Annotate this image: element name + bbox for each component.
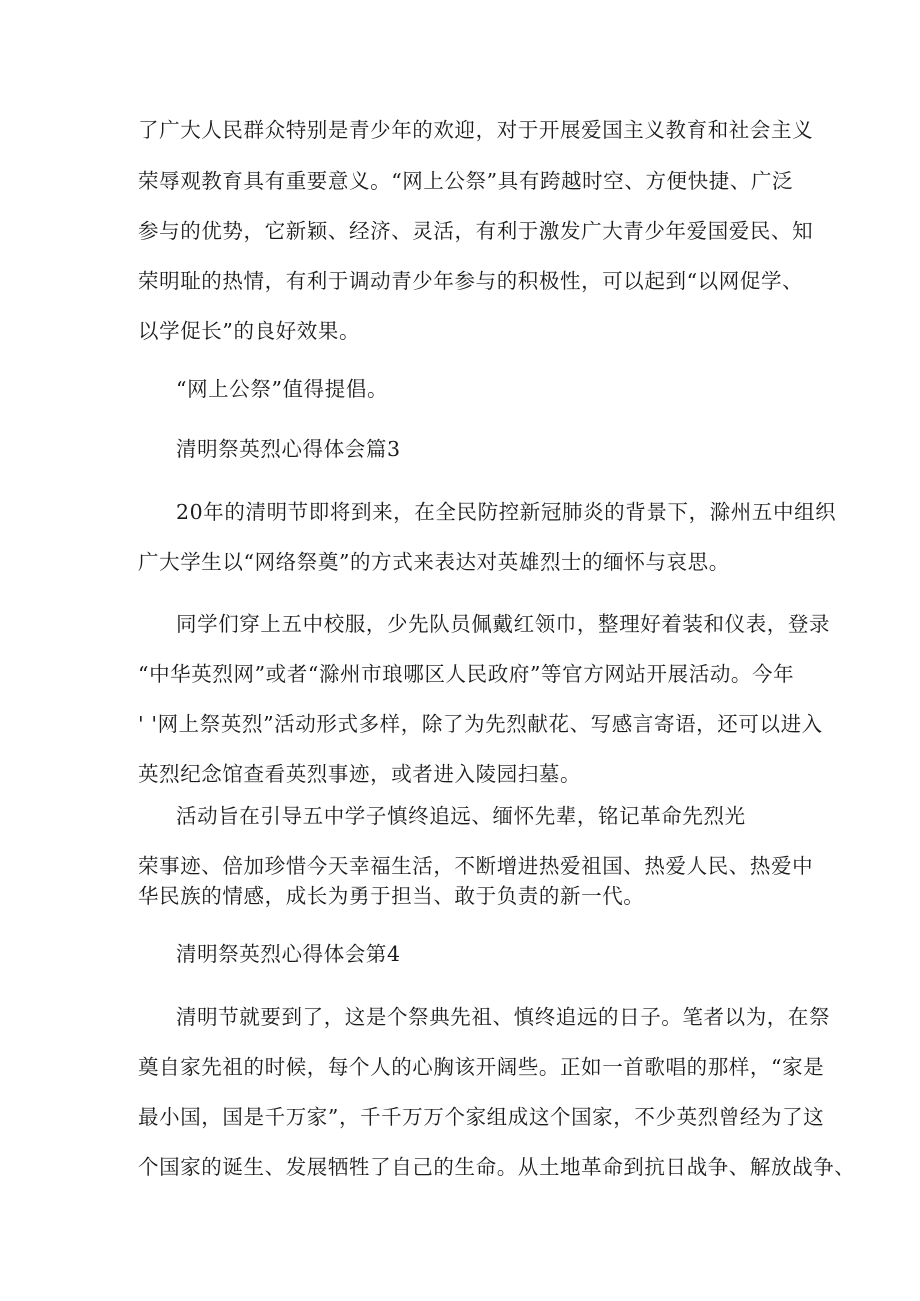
section-heading: 清明祭英烈心得体会篇3 <box>176 437 401 461</box>
text-line: 广大学生以“网络祭奠”的方式来表达对英雄烈士的缅怀与哀思。 <box>138 550 730 574</box>
text-line: 同学们穿上五中校服，少先队员佩戴红领巾，整理好着装和仪表，登录 <box>176 612 831 636</box>
text-line: 荣辱观教育具有重要意义。“网上公祭”具有跨越时空、方便快捷、广泛 <box>138 169 794 193</box>
text-line: 了广大人民群众特别是青少年的欢迎，对于开展爱国主义教育和社会主义 <box>138 118 814 142</box>
text-line: 20年的清明节即将到来，在全民防控新冠肺炎的背景下，滁州五中组织 <box>176 500 837 524</box>
text-line: 华民族的情感，成长为勇于担当、敢于负责的新一代。 <box>138 884 645 908</box>
text-line: 活动旨在引导五中学子慎终追远、缅怀先辈，铭记革命先烈光 <box>176 804 746 828</box>
text-line: 荣事迹、倍加珍惜今天幸福生活，不断增进热爱祖国、热爱人民、热爱中 <box>138 854 814 878</box>
text-line: ' '网上祭英烈”活动形式多样，除了为先烈献花、写感言寄语，还可以进入 <box>138 712 823 736</box>
text-line: 英烈纪念馆查看英烈事迹，或者进入陵园扫墓。 <box>138 762 582 786</box>
text-line: 最小国，国是千万家”，千千万万个家组成这个国家，不少英烈曾经为了这 <box>138 1105 825 1129</box>
text-line: 奠自家先祖的时候，每个人的心胸该开阔些。正如一首歌唱的那样，“家是 <box>138 1055 825 1079</box>
text-line: 荣明耻的热情，有利于调动青少年参与的积极性，可以起到“以网促学、 <box>138 269 804 293</box>
text-line: “中华英烈网”或者“滁州市琅哪区人民政府”等官方网站开展活动。今年 <box>138 662 795 686</box>
text-line: 以学促长”的良好效果。 <box>138 319 361 343</box>
text-line: 清明节就要到了，这是个祭典先祖、慎终追远的日子。笔者以为，在祭 <box>176 1005 831 1029</box>
text-line: 个国家的诞生、发展牺牲了自己的生命。从土地革命到抗日战争、解放战争、 <box>138 1155 856 1179</box>
text-line: 参与的优势，它新颖、经济、灵活，有利于激发广大青少年爱国爱民、知 <box>138 219 814 243</box>
text-line: “网上公祭”值得提倡。 <box>176 377 389 401</box>
section-heading: 清明祭英烈心得体会第4 <box>176 942 401 966</box>
